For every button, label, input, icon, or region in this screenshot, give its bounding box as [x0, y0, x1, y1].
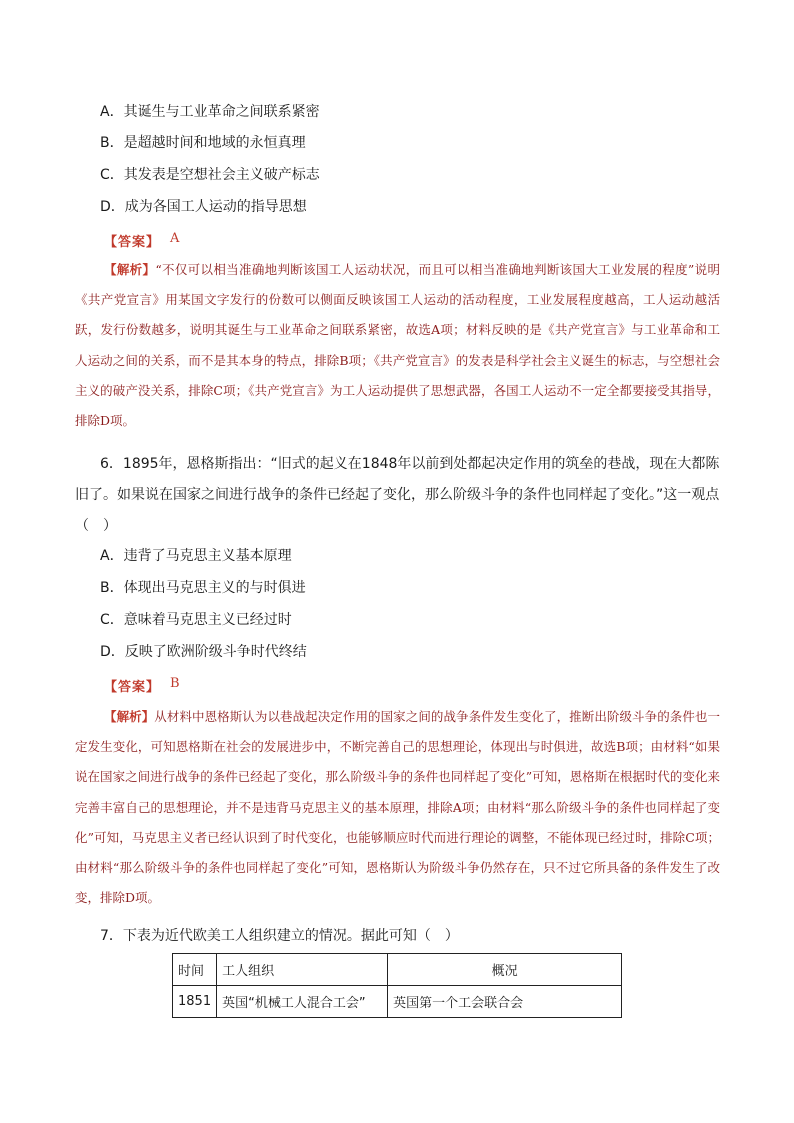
q6-option-a: A．违背了马克思主义基本原理 [100, 548, 292, 564]
q7-table [172, 953, 622, 1018]
q6-option-d: D．反映了欧洲阶级斗争时代终结 [100, 644, 307, 660]
table-header-row [173, 954, 622, 986]
table-header-cell: 工人组织 [217, 954, 388, 986]
q5-explanation-text: “不仅可以相当准确地判断该国工人运动状况，而且可以相当准确地判断该国大工业发展的程度”说明《共产党宣言》用某国文字发行的份数可以侧面反映该国工人运动的活动程度，工业发展程度越高，工人运动越活跃，发行份数越多，说明其诞生与工业革命之间联系紧密，故选A项；材料反映的是《共产党宣言》与工业革命和工人运动之间的关系，而不是其本身的特点，排除B项；《共产党宣言》的发表是科学社会主义诞生的标志，与空想社会主义的破产没关系，排除C项；《共产党宣言》为工人运动提供了思想武器，各国工人运动不一定全都要接受其指导，排除D项。 [75, 262, 720, 429]
q5-answer-label: 【答案】 [104, 235, 161, 250]
q6-option-c: C．意味着马克思主义已经过时 [100, 612, 292, 628]
q5-option-c: C．其发表是空想社会主义破产标志 [100, 167, 320, 183]
table-row [173, 986, 622, 1018]
table-cell: 英国第一个工会联合会 [388, 986, 622, 1018]
q6-answer-label: 【答案】 [104, 680, 161, 695]
table-header-cell: 概况 [388, 954, 622, 986]
q7-stem: 7．下表为近代欧美工人组织建立的情况。据此可知（ ） [100, 928, 459, 944]
table-cell: 英国“机械工人混合工会” [217, 986, 388, 1018]
q6-explanation [75, 702, 720, 913]
q6-explanation-text: 从材料中恩格斯认为以巷战起决定作用的国家之间的战争条件发生变化了，推断出阶级斗争的条件也一定发生变化，可知恩格斯在社会的发展进步中，不断完善自己的思想理论，体现出与时俱进，故选B项；由材料“如果说在国家之间进行战争的条件已经起了变化，那么阶级斗争的条件也同样起了变化”可知，恩格斯在根据时代的变化来完善丰富自己的思想理论，并不是违背马克思主义的基本原理，排除A项；由材料“那么阶级斗争的条件也同样起了变化”可知，马克思主义者已经认识到了时代变化，也能够顺应时代而进行理论的调整，不能体现已经过时，排除C项；由材料“那么阶级斗争的条件也同样起了变化”可知，恩格斯认为阶级斗争仍然存在，只不过它所具备的条件发生了改变，排除D项。 [75, 709, 720, 906]
q6-stem: 6．1895年，恩格斯指出：“旧式的起义在1848年以前到处都起决定作用的筑垒的巷战，现在大都陈旧了。如果说在国家之间进行战争的条件已经起了变化，那么阶级斗争的条件也同样起了变化。”这一观点（ ） [75, 456, 720, 534]
q5-explanation-label: 【解析】 [104, 262, 156, 277]
q6-answer-value: B [170, 676, 180, 691]
q6-explanation-label: 【解析】 [104, 709, 155, 724]
q5-option-d: D．成为各国工人运动的指导思想 [100, 199, 307, 215]
q5-answer-value: A [170, 231, 180, 246]
q6-option-b: B．体现出马克思主义的与时俱进 [100, 580, 306, 596]
q5-option-b: B．是超越时间和地域的永恒真理 [100, 135, 306, 151]
table-cell: 1851 [173, 986, 217, 1018]
table-header-cell: 时间 [173, 954, 217, 986]
q5-explanation [75, 255, 720, 436]
q5-option-a: A．其诞生与工业革命之间联系紧密 [100, 104, 320, 120]
